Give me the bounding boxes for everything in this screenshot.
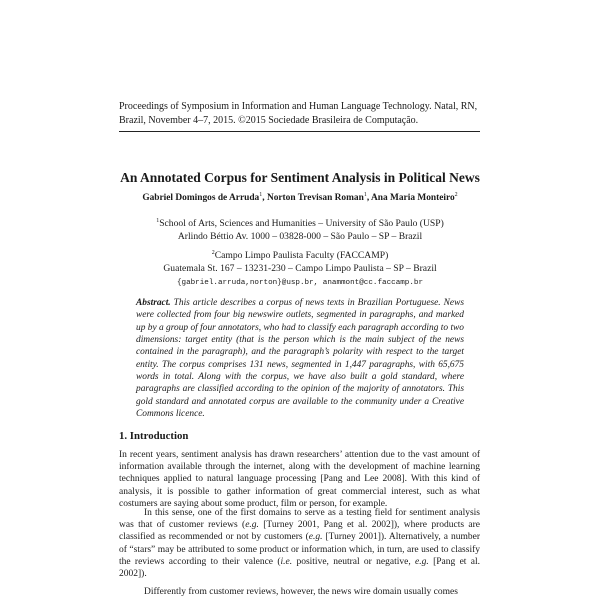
author-affil-mark: 1 (363, 192, 367, 198)
section-heading-introduction: 1. Introduction (119, 430, 189, 442)
text-run-italic: e.g. (245, 520, 259, 531)
author-name: Norton Trevisan Roman (266, 193, 364, 204)
header-line-1: Proceedings of Symposium in Information and Human Language Technology. Natal, RN, (119, 101, 478, 112)
author-name: Ana Maria Monteiro (371, 193, 455, 204)
affil-mark: 2 (211, 250, 215, 256)
abstract-text: This article describes a corpus of news texts in Brazilian Portuguese. News were collected from four big newswire outlets, segmented in paragraphs, and marked up by a group of four annotators, who had to classify each paragraph according to two dimensions: target entity (that is the person which is the main subject of the news contained in the paragraph), and the paragraph’s polarity with respect to the target entity. The corpus comprises 131 news, segmented in 1,447 paragraphs, with 65,675 words in total. Along with the corpus, we have also built a gold standard, where paragraphs are classified according to the opinion of the majority of annotators. This gold standard and annotated corpus are available to the community under a Creative Commons licence. (136, 298, 464, 420)
abstract-label: Abstract. (136, 298, 171, 308)
header-line-2: Brazil, November 4–7, 2015. ©2015 Sociedade Brasileira de Computação. (119, 115, 419, 126)
affiliation-1 (0, 215, 600, 243)
affil-line: Arlindo Béttio Av. 1000 – 03828-000 – São Paulo – SP – Brazil (177, 231, 423, 243)
proceedings-header (119, 100, 480, 132)
author-affil-mark: 1 (259, 192, 263, 198)
affiliation-2 (0, 247, 600, 275)
text-run: In this sense, one of the first domains to serve as a testing field for sentiment analysis was that of customer reviews ( (119, 508, 480, 531)
author-emails: {gabriel.arruda,norton}@usp.br, anammont@cc.faccamp.br (176, 279, 424, 287)
intro-paragraph-3: Differently from customer reviews, however, the news wire domain usually comes (144, 587, 458, 597)
author-affil-mark: 2 (454, 192, 458, 198)
text-run-italic: e.g. (415, 556, 429, 567)
abstract (136, 297, 464, 420)
intro-paragraph-1: In recent years, sentiment analysis has drawn researchers’ attention due to the vast amount of information available through the internet, along with the development of machine learning techniques applied to natural language processing [Pang and Lee 2008]. With this kind of analysis, it is possible to gather information of great commercial interest, such as what costumers are saying about some product, film or person, for example. (119, 450, 480, 509)
text-run: [Turney 2001, Pang et al. 2002]), where products are classified as recommended or not by customers ( (119, 520, 480, 543)
text-run: [Turney 2001]). Alternatively, a number of “stars” may be attributed to some product or information which, in turn, are used to classify the reviews according to their valence ( (119, 532, 480, 567)
text-run-italic: i.e. (280, 556, 293, 567)
text-run: positive, neutral or negative, (292, 556, 416, 567)
intro-paragraph-2 (119, 507, 480, 580)
affil-line: School of Arts, Sciences and Humanities – University of São Paulo (USP) (159, 218, 444, 230)
text-run: [Pang et al. 2002]). (119, 556, 480, 580)
paper-title: An Annotated Corpus for Sentiment Analysis in Political News (120, 170, 480, 185)
text-run-italic: e.g. (308, 532, 323, 543)
author-list: Gabriel Domingos de Arruda$^1$, Norton Trevisan Roman$^1$, Ana Maria Monteiro$^2$ (142, 192, 458, 204)
affil-line: Campo Limpo Paulista Faculty (FACCAMP) (214, 250, 389, 262)
author-name: Gabriel Domingos de Arruda (142, 193, 260, 204)
affil-mark: 1 (156, 218, 160, 224)
affil-line: Guatemala St. 167 – 13231-230 – Campo Limpo Paulista – SP – Brazil (163, 263, 437, 275)
